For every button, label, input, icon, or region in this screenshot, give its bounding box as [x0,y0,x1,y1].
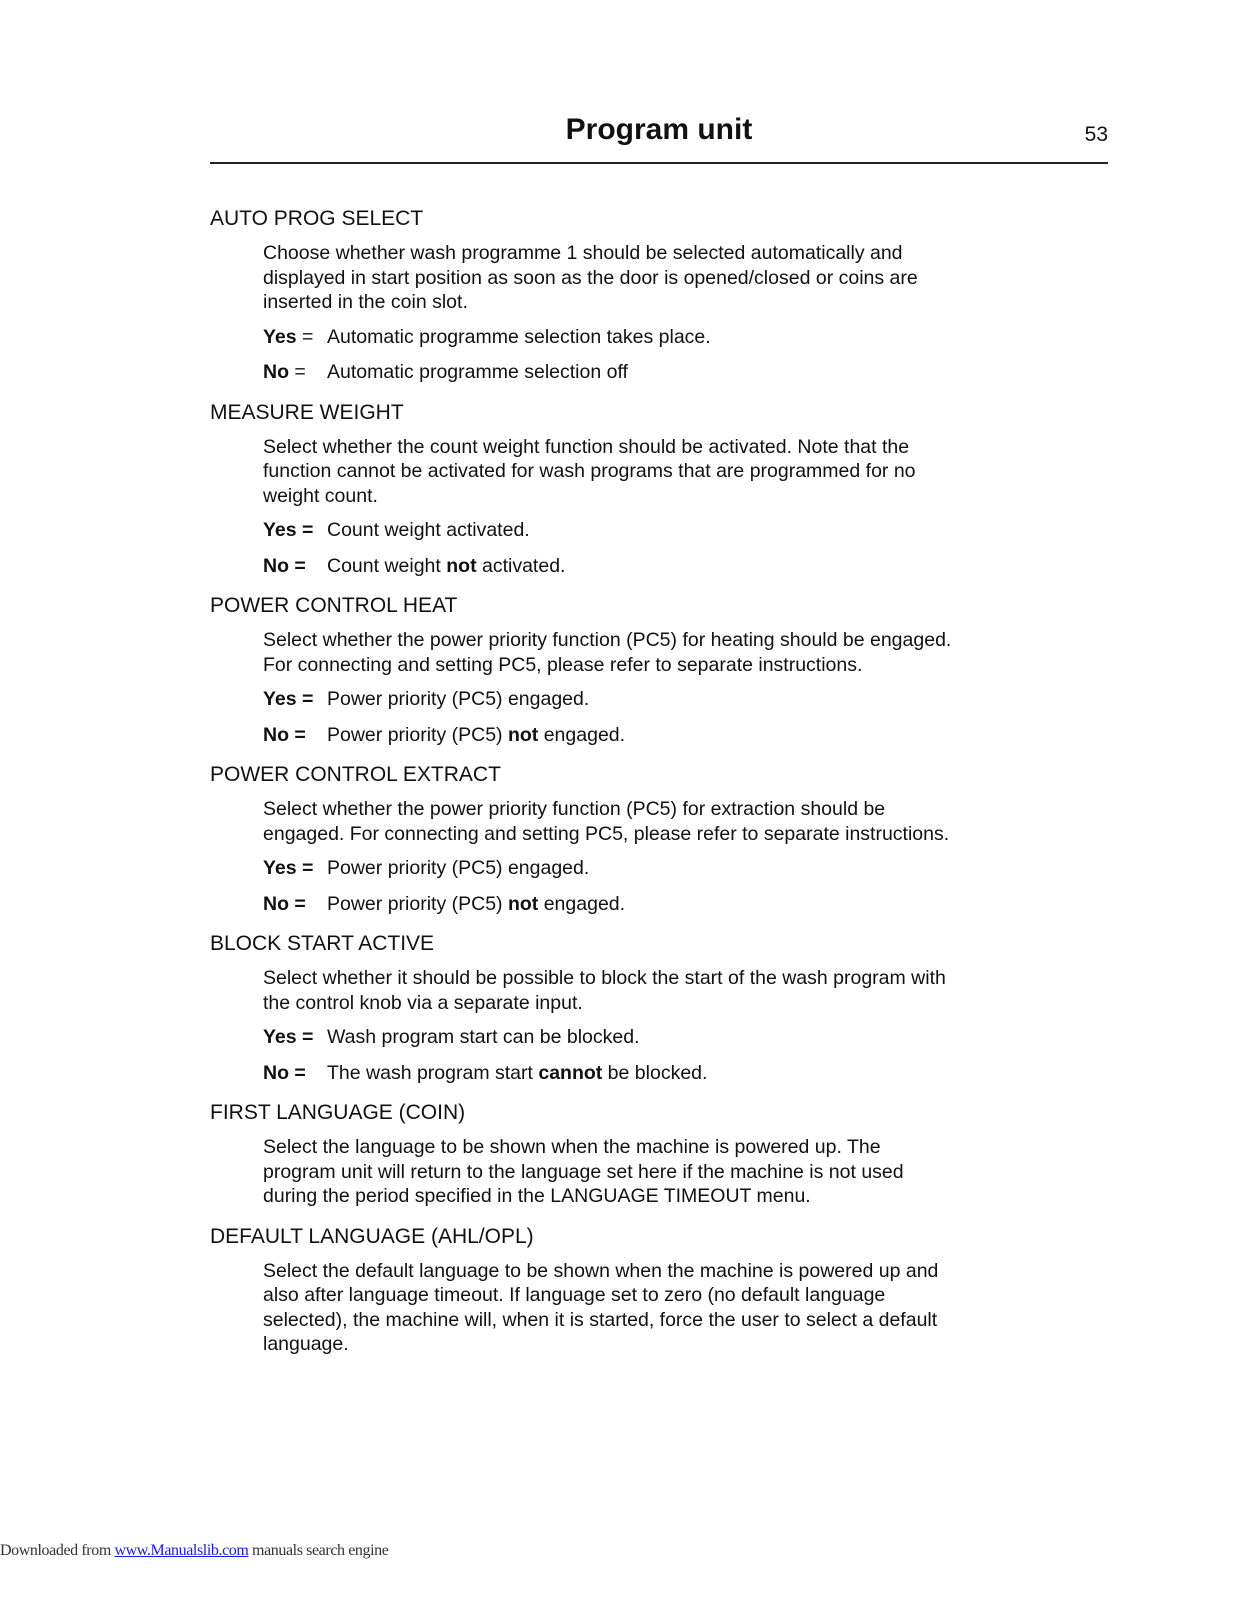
section-title: MEASURE WEIGHT [210,400,404,424]
section-title: BLOCK START ACTIVE [210,932,435,955]
option-yes [263,325,970,350]
section-description: Select the default language to be shown when the machine is powered up and also after language timeout. If language set to zero (no default language selected), the machine will, when it is started, force the user to select a default language. [263,1259,939,1355]
section-body [263,1259,970,1357]
option-key: Yes = [263,688,314,710]
option-no [263,1061,970,1086]
section-auto-prog-select [210,206,970,385]
section-title: POWER CONTROL EXTRACT [210,763,501,786]
option-text: Count weight activated. [327,519,530,541]
option-key: Yes = [263,1026,314,1048]
download-footer [0,1542,388,1560]
option-yes [263,687,970,712]
section-title: FIRST LANGUAGE (COIN) [210,1101,466,1124]
section-title: POWER CONTROL HEAT [210,594,458,617]
manualslib-link[interactable]: www.Manualslib.com [114,1542,249,1559]
section-description: Select whether it should be possible to block the start of the wash program with the control knob via a separate input. [263,967,946,1014]
section-power-control-extract [210,762,970,916]
option-text: Automatic programme selection off [327,361,628,383]
option-key: No = [263,1061,306,1084]
section-body [263,966,970,1085]
section-first-language [210,1100,970,1209]
option-key: No = [263,723,306,746]
section-body [263,797,970,916]
option-text: Wash program start can be blocked. [327,1026,640,1048]
footer-prefix: Downloaded from [0,1542,115,1559]
option-text: Power priority (PC5) engaged. [327,857,590,879]
section-body [263,241,970,385]
option-key: Yes = [263,519,314,541]
section-description: Choose whether wash programme 1 should be selected automatically and displayed in start position as soon as the door is opened/closed or coins are inserted in the coin slot. [263,242,918,313]
option-key: Yes = [263,857,314,879]
page-title: Program unit [565,113,753,146]
option-text: Power priority (PC5) engaged. [327,688,590,710]
section-title: AUTO PROG SELECT [210,207,424,230]
section-description: Select whether the power priority function (PC5) for heating should be engaged. For connecting and setting PC5, please refer to separate instructions. [263,629,952,676]
option-no [263,892,970,917]
page-content [210,206,970,1372]
option-key: Yes = [263,325,314,348]
section-description: Select whether the count weight function should be activated. Note that the function cannot be activated for wash programs that are programmed for no weight count. [263,435,916,507]
option-text: Count weight not activated. [327,554,566,577]
section-body [263,1135,970,1209]
option-no [263,360,970,385]
option-text: Power priority (PC5) not engaged. [327,723,626,746]
option-text: Automatic programme selection takes place. [327,325,711,348]
page-number: 53 [1084,123,1108,146]
option-text: Power priority (PC5) not engaged. [327,892,626,915]
section-power-control-heat [210,593,970,747]
section-block-start-active [210,931,970,1085]
section-measure-weight [210,400,970,579]
section-title: DEFAULT LANGUAGE (AHL/OPL) [210,1224,534,1248]
section-default-language [210,1224,970,1357]
option-no [263,554,970,579]
option-yes [263,1025,970,1050]
option-yes [263,856,970,881]
option-key: No = [263,554,306,577]
option-text: The wash program start cannot be blocked. [327,1061,708,1084]
option-key: No = [263,361,306,383]
page-header [210,112,1108,164]
section-description: Select the language to be shown when the machine is powered up. The program unit will return to the language set here if the machine is not used during the period specified in the LANGUAGE TIMEOUT menu. [263,1136,904,1207]
option-key: No = [263,892,306,915]
footer-suffix: manuals search engine [248,1542,389,1559]
option-no [263,723,970,748]
option-yes [263,518,970,543]
section-body [263,435,970,579]
section-body [263,628,970,747]
section-description: Select whether the power priority function (PC5) for extraction should be engaged. For connecting and setting PC5, please refer to separate instructions. [263,798,950,845]
